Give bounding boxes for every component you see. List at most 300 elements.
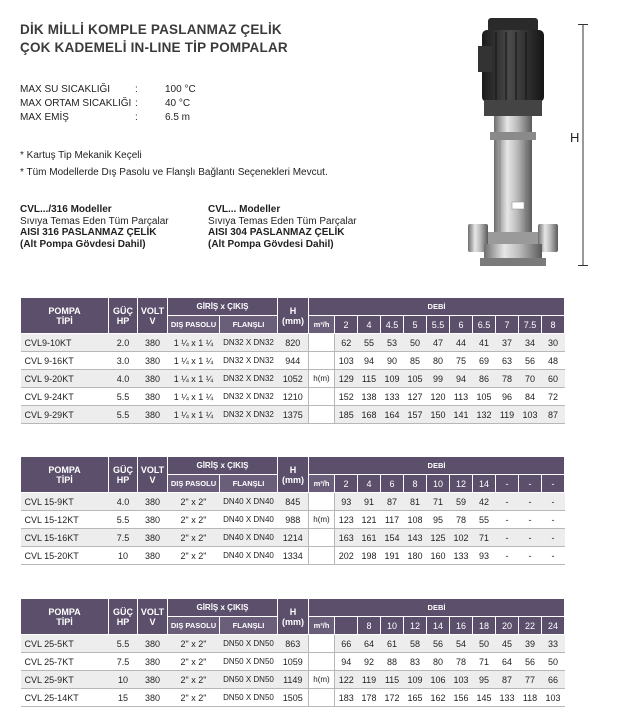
height-cell: 1505	[278, 689, 309, 707]
head-value: 191	[381, 547, 404, 565]
header-dis-pasolu: DIŞ PASOLU	[168, 475, 220, 493]
head-value: 58	[404, 635, 427, 653]
header-debi: DEBİ	[309, 298, 565, 316]
model-cell: CVL 25-14KT	[21, 689, 109, 707]
head-value: 119	[358, 671, 381, 689]
header-pompa-tipi: POMPA TİPİ	[21, 599, 109, 635]
head-value: 180	[404, 547, 427, 565]
height-label: H	[570, 130, 580, 145]
hp-cell: 4.0	[109, 493, 138, 511]
head-value: 109	[404, 671, 427, 689]
head-value: 127	[404, 388, 427, 406]
spec-label: MAX EMİŞ	[20, 112, 69, 123]
header-dis-pasolu: DIŞ PASOLU	[168, 617, 220, 635]
head-value: 161	[358, 529, 381, 547]
head-value: 106	[427, 671, 450, 689]
head-value: 150	[427, 406, 450, 424]
head-value: 30	[542, 334, 565, 352]
model-cell: CVL 25-9KT	[21, 671, 109, 689]
flow-value: 5	[404, 316, 427, 334]
model-cell: CVL 15-9KT	[21, 493, 109, 511]
flow-value: -	[496, 475, 519, 493]
header-flansli: FLANŞLI	[220, 475, 278, 493]
head-value: 117	[381, 511, 404, 529]
header-pompa-tipi: POMPA TİPİ	[21, 298, 109, 334]
flow-value: 5.5	[427, 316, 450, 334]
height-cell: 988	[278, 511, 309, 529]
head-value: 133	[450, 547, 473, 565]
threaded-cell: 2" x 2"	[168, 671, 220, 689]
spec-colon: :	[135, 98, 138, 109]
table-row	[21, 388, 565, 406]
spec-value: 40 °C	[165, 98, 191, 109]
height-cell: 1210	[278, 388, 309, 406]
volt-cell: 380	[138, 689, 168, 707]
model-group-316	[20, 204, 169, 250]
spec-colon: :	[135, 84, 138, 95]
flow-value: 2	[335, 316, 358, 334]
header-h: H (mm)	[278, 599, 309, 635]
flow-value: 7	[496, 316, 519, 334]
head-value: 56	[519, 352, 542, 370]
head-value: 102	[450, 529, 473, 547]
flange-cell: DN50 X DN50	[220, 689, 278, 707]
head-value: 133	[496, 689, 519, 707]
model-note: (Alt Pompa Gövdesi Dahil)	[208, 238, 334, 250]
head-value: 172	[381, 689, 404, 707]
head-value: 80	[427, 653, 450, 671]
head-value: 80	[427, 352, 450, 370]
head-value: 70	[519, 370, 542, 388]
head-value: 121	[358, 511, 381, 529]
hp-cell: 10	[109, 547, 138, 565]
head-value: 62	[335, 334, 358, 352]
head-value: 96	[496, 388, 519, 406]
flow-value: 12	[404, 617, 427, 635]
header-m3h: m³/h	[309, 617, 335, 635]
flow-value: 2	[335, 475, 358, 493]
threaded-cell: 1 ¼ x 1 ¼	[168, 334, 220, 352]
note-seal: * Kartuş Tip Mekanik Keçeli	[20, 150, 142, 161]
head-value: 63	[496, 352, 519, 370]
head-value: 178	[358, 689, 381, 707]
model-material: AISI 304 PASLANMAZ ÇELİK	[208, 227, 345, 238]
volt-cell: 380	[138, 529, 168, 547]
hp-cell: 7.5	[109, 653, 138, 671]
header-volt: VOLT V	[138, 599, 168, 635]
flange-cell: DN40 X DN40	[220, 511, 278, 529]
table-row	[21, 671, 565, 689]
pump-image	[460, 12, 570, 280]
head-value: 64	[496, 653, 519, 671]
flange-cell: DN32 X DN32	[220, 334, 278, 352]
head-value: 44	[450, 334, 473, 352]
flow-value: 4	[358, 316, 381, 334]
head-value: 105	[473, 388, 496, 406]
header-m3h: m³/h	[309, 475, 335, 493]
head-value: 185	[335, 406, 358, 424]
head-value: -	[496, 493, 519, 511]
head-value: 108	[404, 511, 427, 529]
table-row	[21, 689, 565, 707]
head-value: 103	[519, 406, 542, 424]
header-giris-cikis: GİRİŞ x ÇIKIŞ	[168, 457, 278, 475]
head-value: 55	[358, 334, 381, 352]
flange-cell: DN40 X DN40	[220, 529, 278, 547]
head-value: -	[496, 511, 519, 529]
head-value: 120	[427, 388, 450, 406]
hp-cell: 15	[109, 689, 138, 707]
threaded-cell: 1 ¼ x 1 ¼	[168, 406, 220, 424]
head-value: 81	[404, 493, 427, 511]
head-value: 103	[335, 352, 358, 370]
model-heading: CVL.../316 Modeller	[20, 204, 112, 215]
spec-row	[20, 83, 196, 97]
unit-cell	[309, 653, 335, 671]
head-value: 37	[496, 334, 519, 352]
flow-value: 10	[381, 617, 404, 635]
volt-cell: 380	[138, 653, 168, 671]
head-value: 50	[542, 653, 565, 671]
flow-value: 16	[450, 617, 473, 635]
spec-value: 6.5 m	[165, 112, 191, 123]
header-h: H (mm)	[278, 298, 309, 334]
head-value: 34	[519, 334, 542, 352]
flow-value: 6	[450, 316, 473, 334]
flow-value: 4.5	[381, 316, 404, 334]
head-value: 78	[496, 370, 519, 388]
threaded-cell: 2" x 2"	[168, 653, 220, 671]
height-cell: 845	[278, 493, 309, 511]
threaded-cell: 2" x 2"	[168, 689, 220, 707]
flange-cell: DN50 X DN50	[220, 671, 278, 689]
unit-cell: h(m)	[309, 511, 335, 529]
model-cell: CVL 9-20KT	[21, 370, 109, 388]
head-value: 92	[358, 653, 381, 671]
head-value: 45	[496, 635, 519, 653]
head-value: 138	[358, 388, 381, 406]
head-value: 168	[358, 406, 381, 424]
volt-cell: 380	[138, 511, 168, 529]
header-guc: GÜÇ HP	[109, 298, 138, 334]
performance-table-cvl15	[20, 456, 565, 565]
head-value: 71	[427, 493, 450, 511]
head-value: 93	[335, 493, 358, 511]
spec-row	[20, 97, 196, 111]
head-value: 183	[335, 689, 358, 707]
head-value: 86	[473, 370, 496, 388]
head-value: -	[519, 493, 542, 511]
head-value: 64	[358, 635, 381, 653]
flange-cell: DN32 X DN32	[220, 406, 278, 424]
head-value: 42	[473, 493, 496, 511]
head-value: 53	[381, 334, 404, 352]
flow-value: 8	[404, 475, 427, 493]
flange-cell: DN32 X DN32	[220, 388, 278, 406]
table-row	[21, 529, 565, 547]
head-value: -	[542, 493, 565, 511]
head-value: 48	[542, 352, 565, 370]
height-cell: 1059	[278, 653, 309, 671]
head-value: 132	[473, 406, 496, 424]
head-value: 95	[473, 671, 496, 689]
header-pompa-tipi: POMPA TİPİ	[21, 457, 109, 493]
threaded-cell: 2" x 2"	[168, 529, 220, 547]
header-flansli: FLANŞLI	[220, 316, 278, 334]
head-value: 60	[542, 370, 565, 388]
head-value: 94	[335, 653, 358, 671]
unit-cell	[309, 406, 335, 424]
head-value: 198	[358, 547, 381, 565]
height-cell: 1334	[278, 547, 309, 565]
model-desc: Sıvıya Temas Eden Tüm Parçalar	[208, 215, 357, 227]
hp-cell: 3.0	[109, 352, 138, 370]
flange-cell: DN50 X DN50	[220, 653, 278, 671]
head-value: 122	[335, 671, 358, 689]
table-row	[21, 635, 565, 653]
head-value: -	[542, 511, 565, 529]
head-value: 115	[381, 671, 404, 689]
height-cell: 863	[278, 635, 309, 653]
head-value: 113	[450, 388, 473, 406]
flange-cell: DN50 X DN50	[220, 635, 278, 653]
model-heading: CVL... Modeller	[208, 204, 281, 215]
head-value: 87	[381, 493, 404, 511]
spec-colon: :	[135, 112, 138, 123]
head-value: 50	[404, 334, 427, 352]
header-giris-cikis: GİRİŞ x ÇIKIŞ	[168, 599, 278, 617]
head-value: 41	[473, 334, 496, 352]
unit-cell	[309, 334, 335, 352]
head-value: 105	[404, 370, 427, 388]
height-cell: 1214	[278, 529, 309, 547]
head-value: -	[542, 547, 565, 565]
head-value: 109	[381, 370, 404, 388]
head-value: -	[496, 547, 519, 565]
spec-row	[20, 111, 196, 125]
flow-value: 20	[496, 617, 519, 635]
head-value: -	[542, 529, 565, 547]
volt-cell: 380	[138, 547, 168, 565]
threaded-cell: 1 ¼ x 1 ¼	[168, 370, 220, 388]
head-value: 72	[542, 388, 565, 406]
note-connection: * Tüm Modellerde Dış Pasolu ve Flanşlı Bağlantı Seçenekleri Mevcut.	[20, 167, 328, 178]
hp-cell: 10	[109, 671, 138, 689]
header-volt: VOLT V	[138, 457, 168, 493]
head-value: 90	[381, 352, 404, 370]
table-row	[21, 653, 565, 671]
model-note: (Alt Pompa Gövdesi Dahil)	[20, 238, 146, 250]
head-value: 56	[427, 635, 450, 653]
flow-value: 4	[358, 475, 381, 493]
volt-cell: 380	[138, 388, 168, 406]
header-debi: DEBİ	[309, 599, 565, 617]
hp-cell: 5.5	[109, 511, 138, 529]
head-value: 91	[358, 493, 381, 511]
performance-table-cvl25	[20, 598, 565, 707]
head-value: 156	[450, 689, 473, 707]
head-value: 33	[542, 635, 565, 653]
head-value: -	[519, 511, 542, 529]
head-value: 84	[519, 388, 542, 406]
model-cell: CVL 9-24KT	[21, 388, 109, 406]
threaded-cell: 2" x 2"	[168, 511, 220, 529]
height-cell: 1149	[278, 671, 309, 689]
unit-cell	[309, 388, 335, 406]
volt-cell: 380	[138, 334, 168, 352]
head-value: 165	[404, 689, 427, 707]
spec-value: 100 °C	[165, 84, 196, 95]
unit-cell	[309, 635, 335, 653]
head-value: 61	[381, 635, 404, 653]
header-guc: GÜÇ HP	[109, 457, 138, 493]
header-flansli: FLANŞLI	[220, 617, 278, 635]
header-giris-cikis: GİRİŞ x ÇIKIŞ	[168, 298, 278, 316]
head-value: 75	[450, 352, 473, 370]
model-desc: Sıvıya Temas Eden Tüm Parçalar	[20, 215, 169, 227]
model-group-304	[208, 204, 357, 250]
head-value: 93	[473, 547, 496, 565]
table-row	[21, 352, 565, 370]
head-value: 94	[358, 352, 381, 370]
header-dis-pasolu: DIŞ PASOLU	[168, 316, 220, 334]
head-value: 157	[404, 406, 427, 424]
unit-cell	[309, 352, 335, 370]
volt-cell: 380	[138, 635, 168, 653]
head-value: 129	[335, 370, 358, 388]
hp-cell: 7.5	[109, 529, 138, 547]
head-value: -	[519, 529, 542, 547]
flow-value	[335, 617, 358, 635]
header-h: H (mm)	[278, 457, 309, 493]
flange-cell: DN40 X DN40	[220, 547, 278, 565]
table-row	[21, 493, 565, 511]
hp-cell: 4.0	[109, 370, 138, 388]
head-value: 54	[450, 635, 473, 653]
head-value: 125	[427, 529, 450, 547]
flow-value: 6.5	[473, 316, 496, 334]
flow-value: 18	[473, 617, 496, 635]
volt-cell: 380	[138, 352, 168, 370]
performance-table-cvl9	[20, 297, 565, 424]
head-value: 87	[542, 406, 565, 424]
head-value: 77	[519, 671, 542, 689]
head-value: 141	[450, 406, 473, 424]
model-cell: CVL 25-7KT	[21, 653, 109, 671]
spec-list	[20, 83, 196, 125]
head-value: 118	[519, 689, 542, 707]
threaded-cell: 2" x 2"	[168, 635, 220, 653]
table-row	[21, 334, 565, 352]
head-value: 59	[450, 493, 473, 511]
threaded-cell: 2" x 2"	[168, 547, 220, 565]
flow-value: -	[519, 475, 542, 493]
flange-cell: DN32 X DN32	[220, 370, 278, 388]
head-value: -	[496, 529, 519, 547]
head-value: 56	[519, 653, 542, 671]
volt-cell: 380	[138, 370, 168, 388]
hp-cell: 5.5	[109, 388, 138, 406]
model-cell: CVL 15-16KT	[21, 529, 109, 547]
table-row	[21, 370, 565, 388]
head-value: 123	[335, 511, 358, 529]
head-value: 66	[542, 671, 565, 689]
head-value: 154	[381, 529, 404, 547]
hp-cell: 5.5	[109, 635, 138, 653]
unit-cell: h(m)	[309, 671, 335, 689]
head-value: 133	[381, 388, 404, 406]
head-value: 78	[450, 653, 473, 671]
unit-cell	[309, 689, 335, 707]
flow-value: 6	[381, 475, 404, 493]
head-value: 95	[427, 511, 450, 529]
unit-cell	[309, 493, 335, 511]
head-value: 66	[335, 635, 358, 653]
model-cell: CVL 9-29KT	[21, 406, 109, 424]
model-cell: CVL 25-5KT	[21, 635, 109, 653]
header-guc: GÜÇ HP	[109, 599, 138, 635]
head-value: 71	[473, 529, 496, 547]
head-value: -	[519, 547, 542, 565]
head-value: 160	[427, 547, 450, 565]
flow-value: 22	[519, 617, 542, 635]
model-cell: CVL 15-20KT	[21, 547, 109, 565]
flow-value: -	[542, 475, 565, 493]
head-value: 119	[496, 406, 519, 424]
threaded-cell: 2" x 2"	[168, 493, 220, 511]
head-value: 88	[381, 653, 404, 671]
head-value: 69	[473, 352, 496, 370]
head-value: 85	[404, 352, 427, 370]
head-value: 143	[404, 529, 427, 547]
volt-cell: 380	[138, 671, 168, 689]
flow-value: 7.5	[519, 316, 542, 334]
hp-cell: 2.0	[109, 334, 138, 352]
volt-cell: 380	[138, 406, 168, 424]
threaded-cell: 1 ¼ x 1 ¼	[168, 352, 220, 370]
head-value: 78	[450, 511, 473, 529]
head-value: 99	[427, 370, 450, 388]
flange-cell: DN32 X DN32	[220, 352, 278, 370]
height-dimension-line	[578, 24, 588, 266]
unit-cell: h(m)	[309, 370, 335, 388]
page-title-line-2: ÇOK KADEMELİ IN-LINE TİP POMPALAR	[20, 40, 288, 55]
flow-value: 8	[542, 316, 565, 334]
spec-label: MAX ORTAM SICAKLIĞI	[20, 98, 132, 109]
hp-cell: 5.5	[109, 406, 138, 424]
unit-cell	[309, 547, 335, 565]
height-cell: 944	[278, 352, 309, 370]
height-cell: 1375	[278, 406, 309, 424]
unit-cell	[309, 529, 335, 547]
model-cell: CVL 15-12KT	[21, 511, 109, 529]
flow-value: 14	[473, 475, 496, 493]
flange-cell: DN40 X DN40	[220, 493, 278, 511]
table-row	[21, 511, 565, 529]
volt-cell: 380	[138, 493, 168, 511]
head-value: 47	[427, 334, 450, 352]
table-row	[21, 547, 565, 565]
model-cell: CVL9-10KT	[21, 334, 109, 352]
head-value: 83	[404, 653, 427, 671]
spec-label: MAX SU SICAKLIĞI	[20, 84, 111, 95]
flow-value: 10	[427, 475, 450, 493]
header-volt: VOLT V	[138, 298, 168, 334]
head-value: 87	[496, 671, 519, 689]
flow-value: 14	[427, 617, 450, 635]
head-value: 103	[450, 671, 473, 689]
head-value: 162	[427, 689, 450, 707]
